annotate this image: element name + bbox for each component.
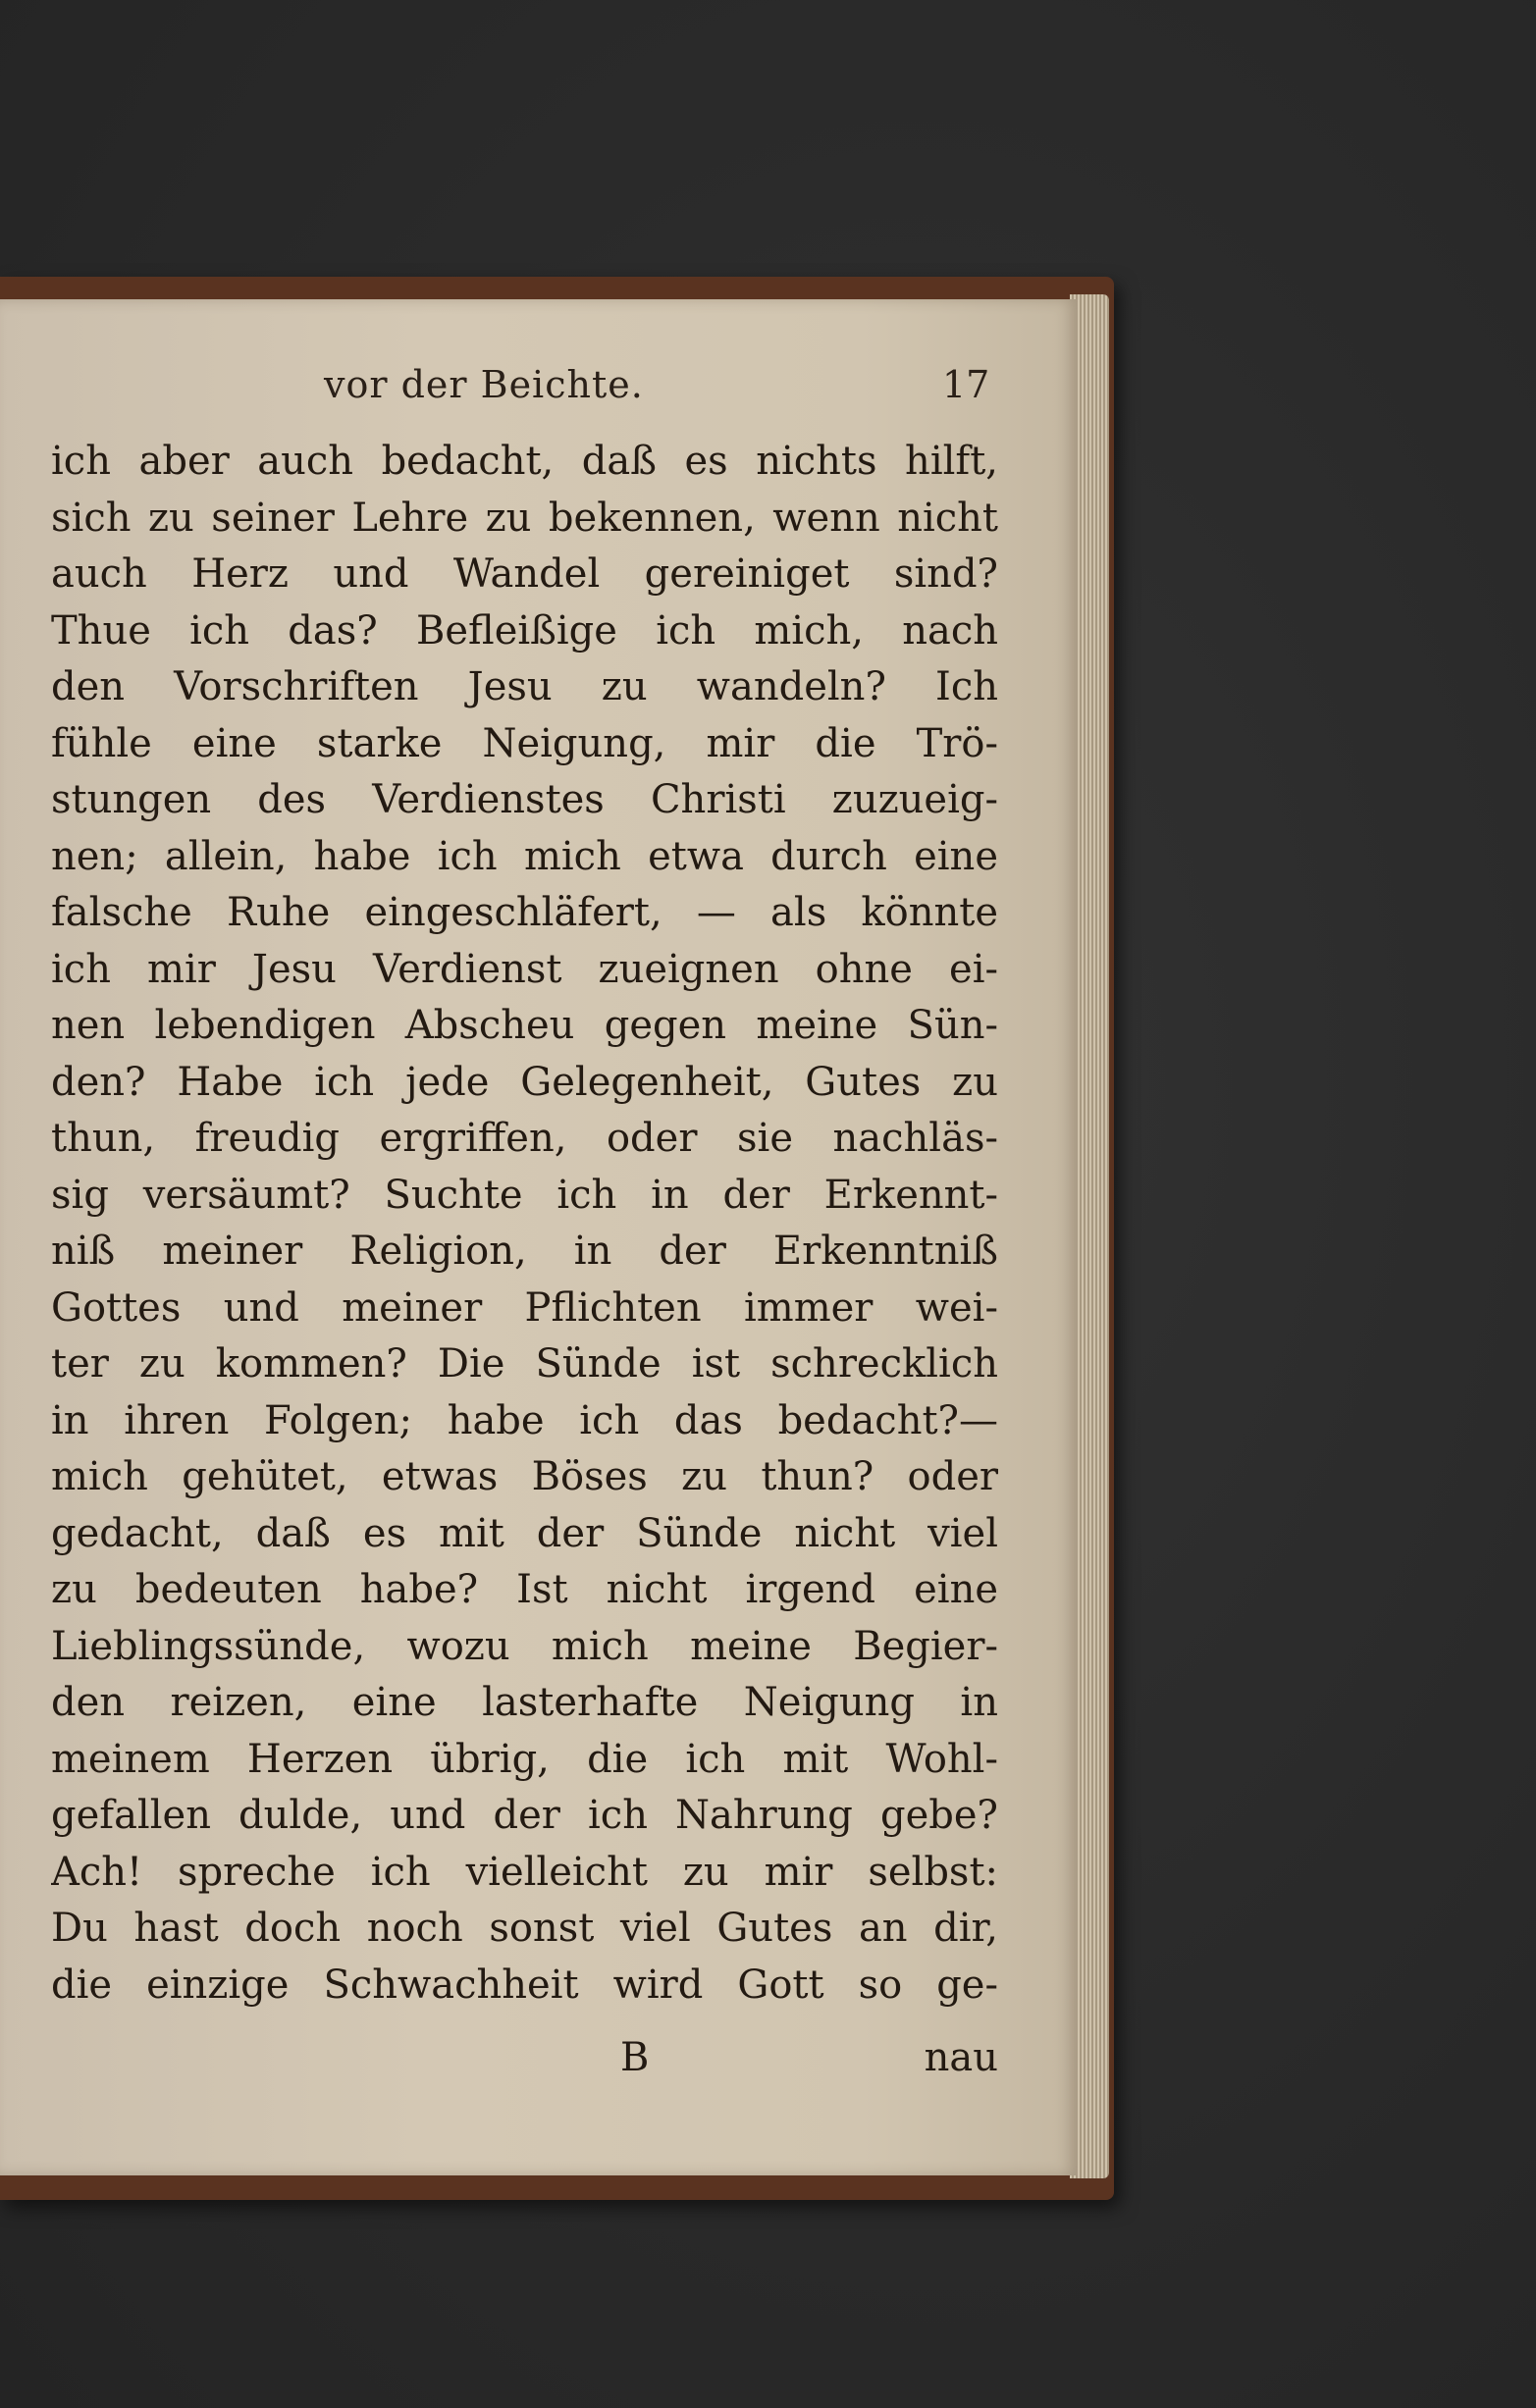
text-line: Lieblingssünde, wozu mich meine Begier- [51, 1623, 998, 1669]
text-line: sig versäumt? Suchte ich in der Erkennt- [51, 1172, 998, 1218]
text-line: Du hast doch noch sonst viel Gutes an dir, [51, 1906, 998, 1951]
signature-mark: B [620, 2035, 650, 2080]
text-line: zu bedeuten habe? Ist nicht irgend eine [51, 1567, 998, 1612]
text-line: den Vorschriften Jesu zu wandeln? Ich [51, 664, 998, 709]
text-line: nen lebendigen Abscheu gegen meine Sün- [51, 1003, 998, 1048]
text-line: thun, freudig ergriffen, oder sie nachläs- [51, 1116, 998, 1161]
text-line: den reizen, eine lasterhafte Neigung in [51, 1680, 998, 1725]
running-head: vor der Beichte. [324, 363, 644, 406]
text-line: Gottes und meiner Pflichten immer wei- [51, 1284, 998, 1331]
text-line: mich gehütet, etwas Böses zu thun? oder [51, 1454, 998, 1499]
text-line: Thue ich das? Befleißige ich mich, nach [51, 607, 998, 654]
text-line: die einzige Schwachheit wird Gott so ge- [51, 1962, 998, 2008]
text-line: in ihren Folgen; habe ich das bedacht?— [51, 1397, 998, 1443]
text-line: gefallen dulde, und der ich Nahrung gebe? [51, 1793, 998, 1838]
text-line: den? Habe ich jede Gelegenheit, Gutes zu [51, 1059, 998, 1105]
page-number: 17 [942, 363, 990, 406]
text-line: gedacht, daß es mit der Sünde nicht viel [51, 1510, 998, 1556]
text-line: ter zu kommen? Die Sünde ist schrecklich [51, 1341, 998, 1387]
text-line: sich zu seiner Lehre zu bekennen, wenn nicht [51, 495, 998, 541]
text-line: stungen des Verdienstes Christi zuzueig- [51, 777, 998, 822]
signature-line [51, 2030, 998, 2086]
text-line: nen; allein, habe ich mich etwa durch eine [51, 833, 998, 879]
text-line: auch Herz und Wandel gereiniget sind? [51, 551, 998, 597]
text-line: fühle eine starke Neigung, mir die Trö- [51, 720, 998, 766]
text-line: ich aber auch bedacht, daß es nichts hilft, [51, 439, 998, 484]
text-line: meinem Herzen übrig, die ich mit Wohl- [51, 1736, 998, 1782]
text-line: ich mir Jesu Verdienst zueignen ohne ei- [51, 946, 998, 992]
body-text [51, 434, 998, 2014]
catchword: nau [924, 2035, 998, 2080]
text-line: niß meiner Religion, in der Erkenntniß [51, 1229, 998, 1274]
text-line: Ach! spreche ich vielleicht zu mir selbst: [51, 1849, 998, 1895]
text-line: falsche Ruhe eingeschläfert, — als könnte [51, 890, 998, 935]
